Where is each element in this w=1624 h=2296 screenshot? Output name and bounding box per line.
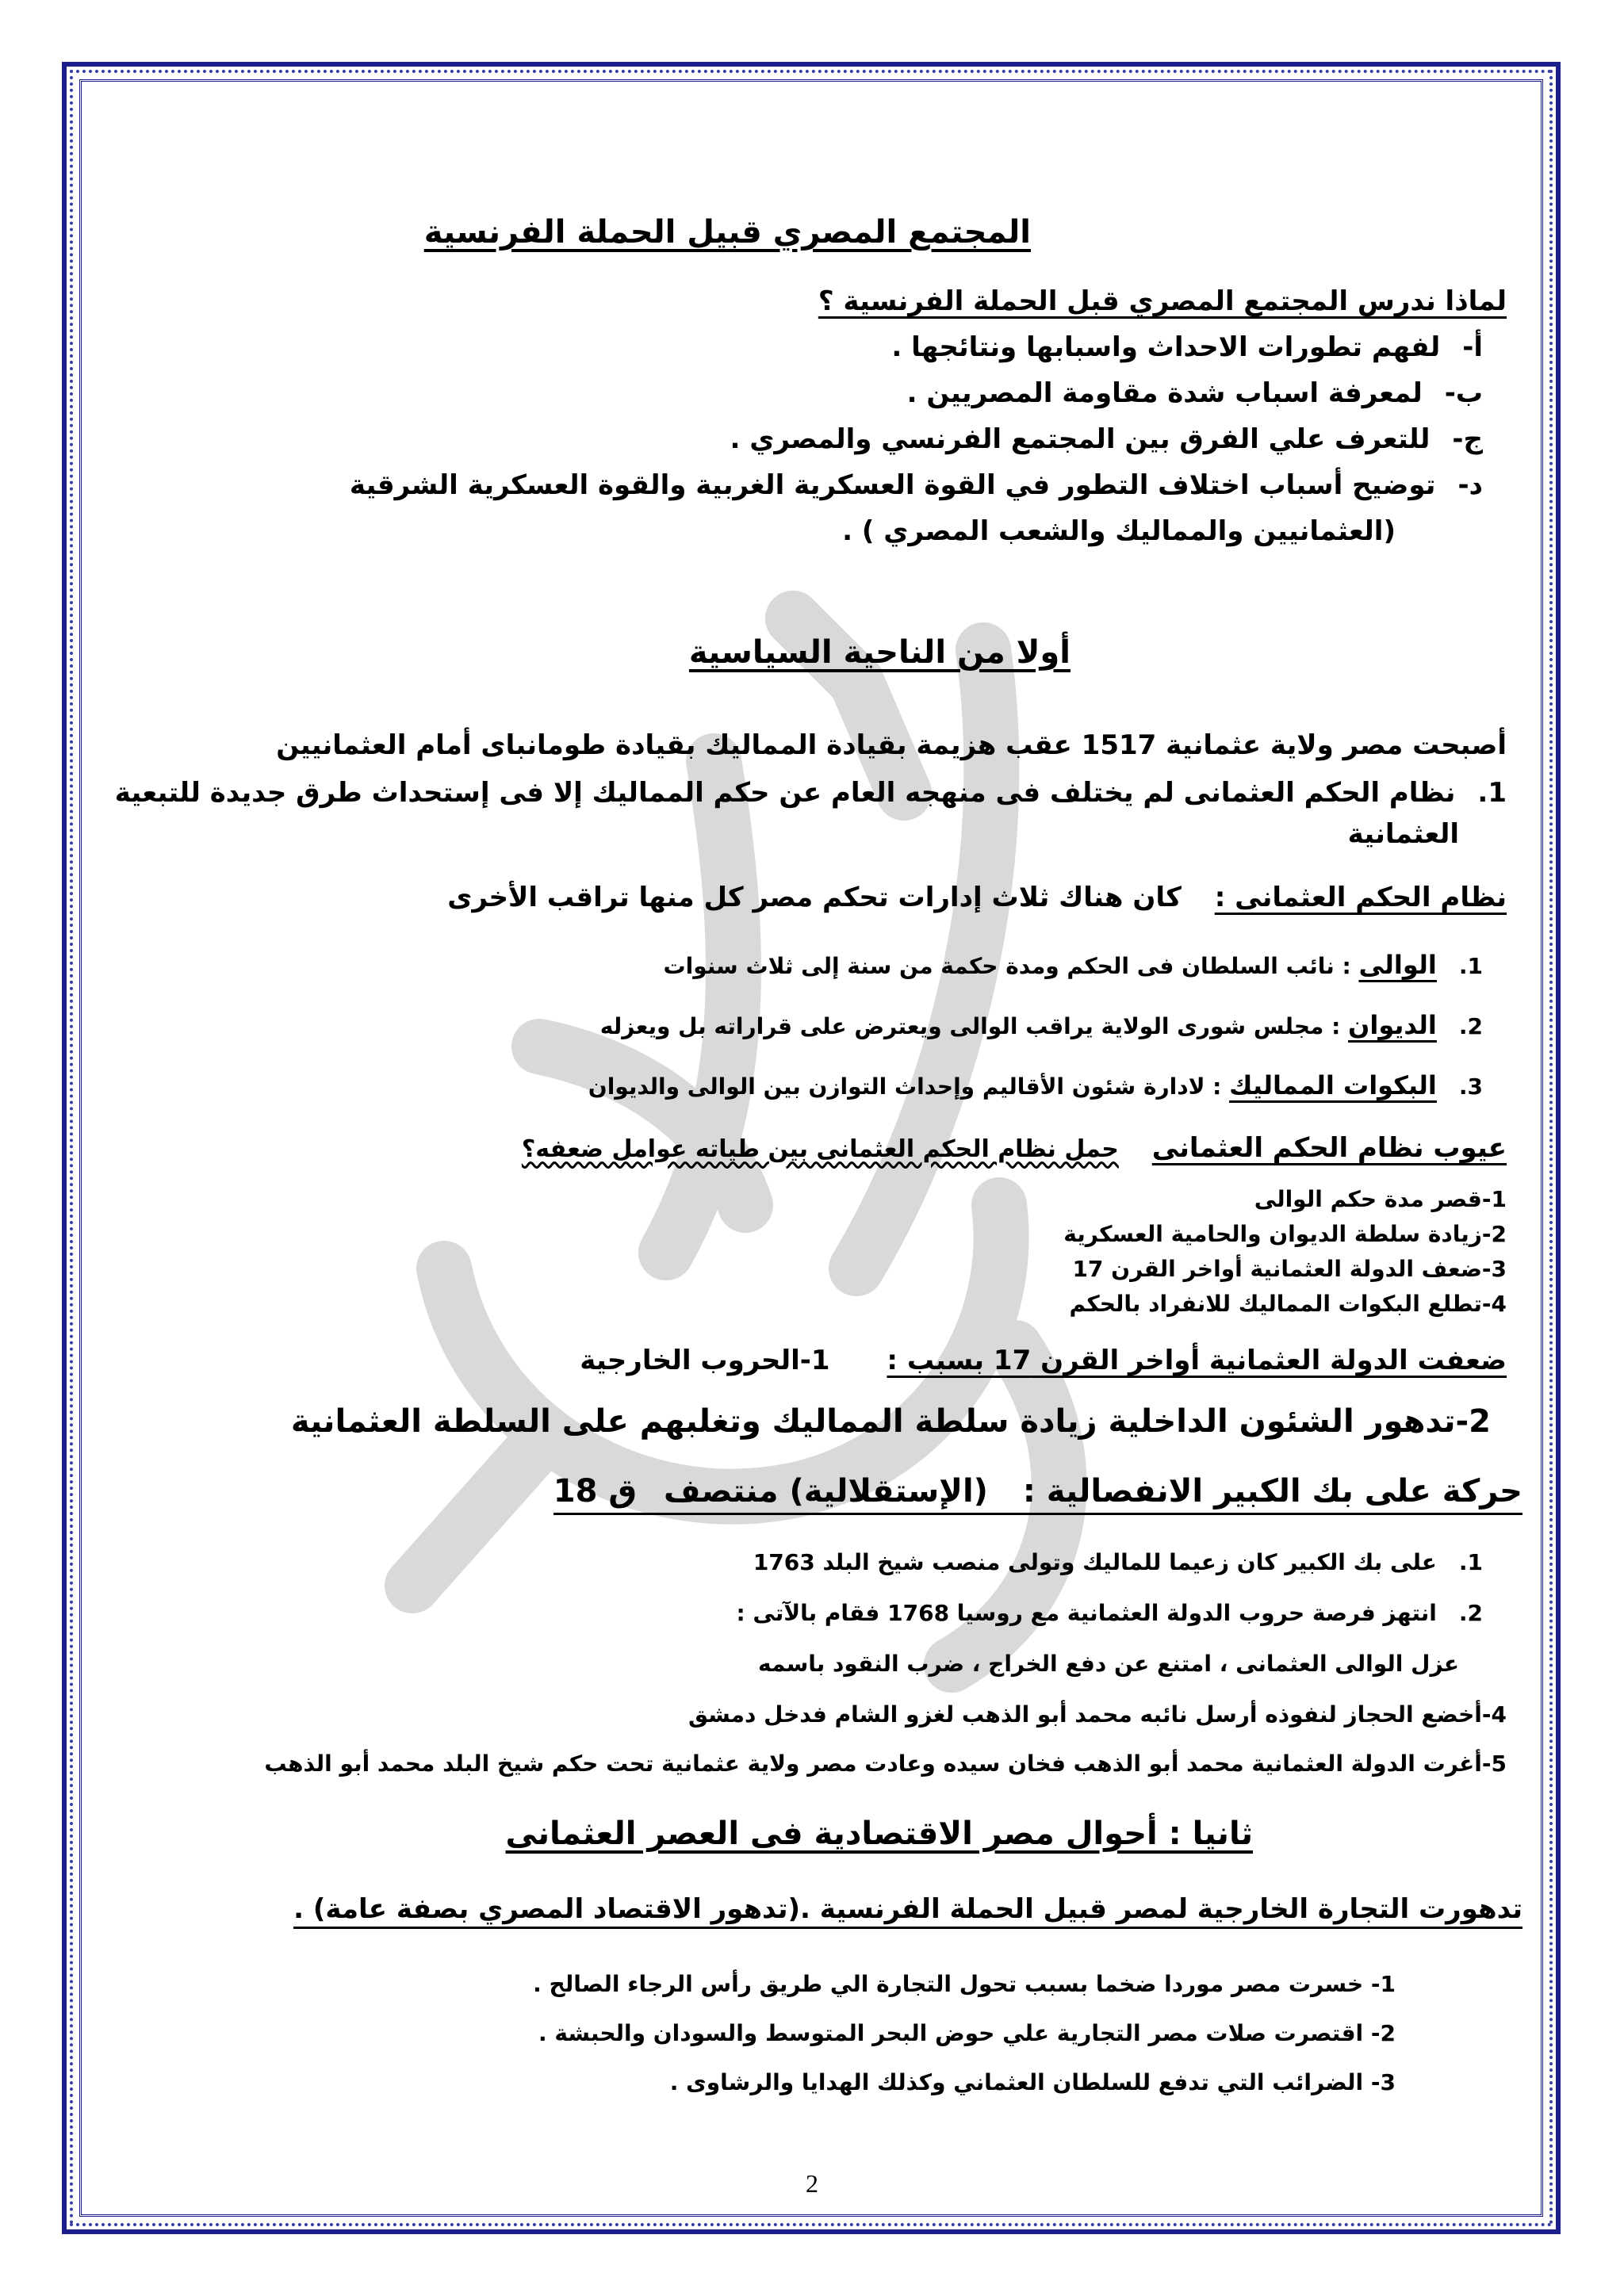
item-term: الوالى — [1358, 950, 1437, 980]
item-text: : لادارة شئون الأقاليم وإحداث التوازن بين الوالى والديوان — [588, 1073, 1222, 1100]
system-item — [600, 1010, 1483, 1040]
item-marker: 2. — [1458, 1600, 1483, 1626]
item-marker: 1. — [1477, 777, 1507, 809]
section-heading-political: أولا من الناحية السياسية — [688, 634, 1071, 671]
ali-bey-century: ق 18 — [553, 1473, 638, 1510]
item-marker: ج- — [1452, 423, 1483, 455]
item-term: البكوات المماليك — [1229, 1070, 1437, 1100]
ali-bey-item — [736, 1600, 1483, 1626]
why-item — [907, 377, 1483, 409]
flaw-item: 4-تطلع البكوات المماليك للانفراد بالحكم — [1069, 1291, 1507, 1317]
why-item-continuation: (العثمانيين والمماليك والشعب المصري ) . — [842, 515, 1396, 547]
item-marker: د- — [1457, 469, 1483, 501]
item-text: للتعرف علي الفرق بين المجتمع الفرنسي والمصري . — [730, 423, 1431, 455]
weakness-reason-1: 1-الحروب الخارجية — [580, 1345, 830, 1376]
economic-subheading: تدهورت التجارة الخارجية لمصر قبيل الحملة الفرنسية .(تدهور الاقتصاد المصري بصفة عامة) . — [293, 1893, 1522, 1929]
economic-item: 3- الضرائب التي تدفع للسلطان العثماني وكذلك الهدايا والرشاوى . — [669, 2069, 1396, 2095]
item-marker: ب- — [1444, 377, 1483, 409]
item-text: لفهم تطورات الاحداث واسبابها ونتائجها . — [891, 331, 1441, 363]
item-marker: 2. — [1458, 1013, 1483, 1039]
ali-bey-item: 4-أخضع الحجاز لنفوذه أرسل نائبه محمد أبو الذهب لغزو الشام فدخل دمشق — [688, 1701, 1507, 1728]
system-item — [663, 950, 1483, 980]
ali-bey-tag: (الإستقلالية) منتصف — [664, 1473, 988, 1510]
ali-bey-heading — [553, 1473, 1522, 1515]
flaws-note: حمل نظام الحكم العثمانى بين طياته عوامل ضعفه؟ — [521, 1135, 1119, 1163]
item-text: انتهز فرصة حروب الدولة العثمانية مع روسيا 1768 فقام بالآتى : — [736, 1600, 1437, 1626]
item-marker: 3. — [1458, 1073, 1483, 1100]
why-question: لماذا ندرس المجتمع المصري قبل الحملة الفرنسية ؟ — [818, 285, 1507, 317]
item-text: لمعرفة اسباب شدة مقاومة المصريين . — [906, 377, 1423, 409]
item-marker: 1. — [1458, 953, 1483, 979]
system-intro — [447, 882, 1507, 913]
economic-item: 1- خسرت مصر موردا ضخما بسبب تحول التجارة الي طريق رأس الرجاء الصالح . — [533, 1971, 1396, 1997]
item-text: : نائب السلطان فى الحكم ومدة حكمة من سنة إلى ثلاث سنوات — [663, 953, 1351, 979]
weakness-heading — [580, 1345, 1507, 1376]
weakness-reason-2: 2-تدهور الشئون الداخلية زيادة سلطة المماليك وتغلبهم على السلطة العثمانية — [290, 1403, 1491, 1440]
item-marker: 1. — [1458, 1549, 1483, 1575]
point-one — [115, 777, 1507, 809]
page-number: 2 — [806, 2169, 818, 2198]
ali-bey-item: 5-أغرت الدولة العثمانية محمد أبو الذهب فخان سيده وعادت مصر ولاية عثمانية تحت حكم شيخ البلد محمد أبو الذهب — [264, 1751, 1507, 1777]
page-title: المجتمع المصري قبيل الحملة الفرنسية — [423, 214, 1031, 251]
why-item — [350, 469, 1483, 501]
item-marker: أ- — [1462, 331, 1483, 363]
why-item — [891, 331, 1483, 363]
system-item — [588, 1070, 1483, 1100]
point-one-continuation: العثمانية — [1347, 818, 1459, 850]
flaws-label: عيوب نظام الحكم العثمانى — [1151, 1132, 1507, 1164]
economic-item: 2- اقتصرت صلات مصر التجارية علي حوض البحر المتوسط والسودان والحبشة . — [538, 2020, 1396, 2046]
item-text: : مجلس شورى الولاية يراقب الوالى ويعترض على قراراته بل ويعزله — [599, 1013, 1341, 1039]
ali-bey-title: حركة على بك الكبير الانفصالية : — [1022, 1473, 1522, 1510]
intro-paragraph: أصبحت مصر ولاية عثمانية 1517 عقب هزيمة بقيادة المماليك بقيادة طومانباى أمام العثمانيين — [276, 729, 1507, 761]
ali-bey-item — [753, 1549, 1483, 1575]
item-text: نظام الحكم العثمانى لم يختلف فى منهجه العام عن حكم المماليك إلا فى إستحداث طرق جديدة للتبعية — [114, 777, 1456, 809]
item-text: توضيح أسباب اختلاف التطور في القوة العسكرية الغربية والقوة العسكرية الشرقية — [349, 469, 1436, 501]
ali-bey-item: عزل الوالى العثمانى ، امتنع عن دفع الخراج ، ضرب النقود باسمه — [757, 1651, 1459, 1677]
flaws-heading — [522, 1132, 1507, 1164]
flaw-item: 2-زيادة سلطة الديوان والحامية العسكرية — [1063, 1221, 1507, 1247]
why-item — [730, 423, 1483, 455]
flaw-item: 3-ضعف الدولة العثمانية أواخر القرن 17 — [1072, 1256, 1507, 1282]
flaw-item: 1-قصر مدة حكم الوالى — [1254, 1186, 1507, 1212]
item-term: الديوان — [1348, 1010, 1437, 1040]
system-label: نظام الحكم العثمانى : — [1214, 882, 1507, 913]
system-text: كان هناك ثلاث إدارات تحكم مصر كل منها تراقب الأخرى — [447, 882, 1182, 913]
section-heading-economic: ثانيا : أحوال مصر الاقتصادية فى العصر العثمانى — [505, 1816, 1253, 1852]
weakness-label: ضعفت الدولة العثمانية أواخر القرن 17 بسبب : — [887, 1345, 1507, 1376]
item-text: على بك الكبير كان زعيما للماليك وتولى منصب شيخ البلد 1763 — [753, 1549, 1437, 1575]
